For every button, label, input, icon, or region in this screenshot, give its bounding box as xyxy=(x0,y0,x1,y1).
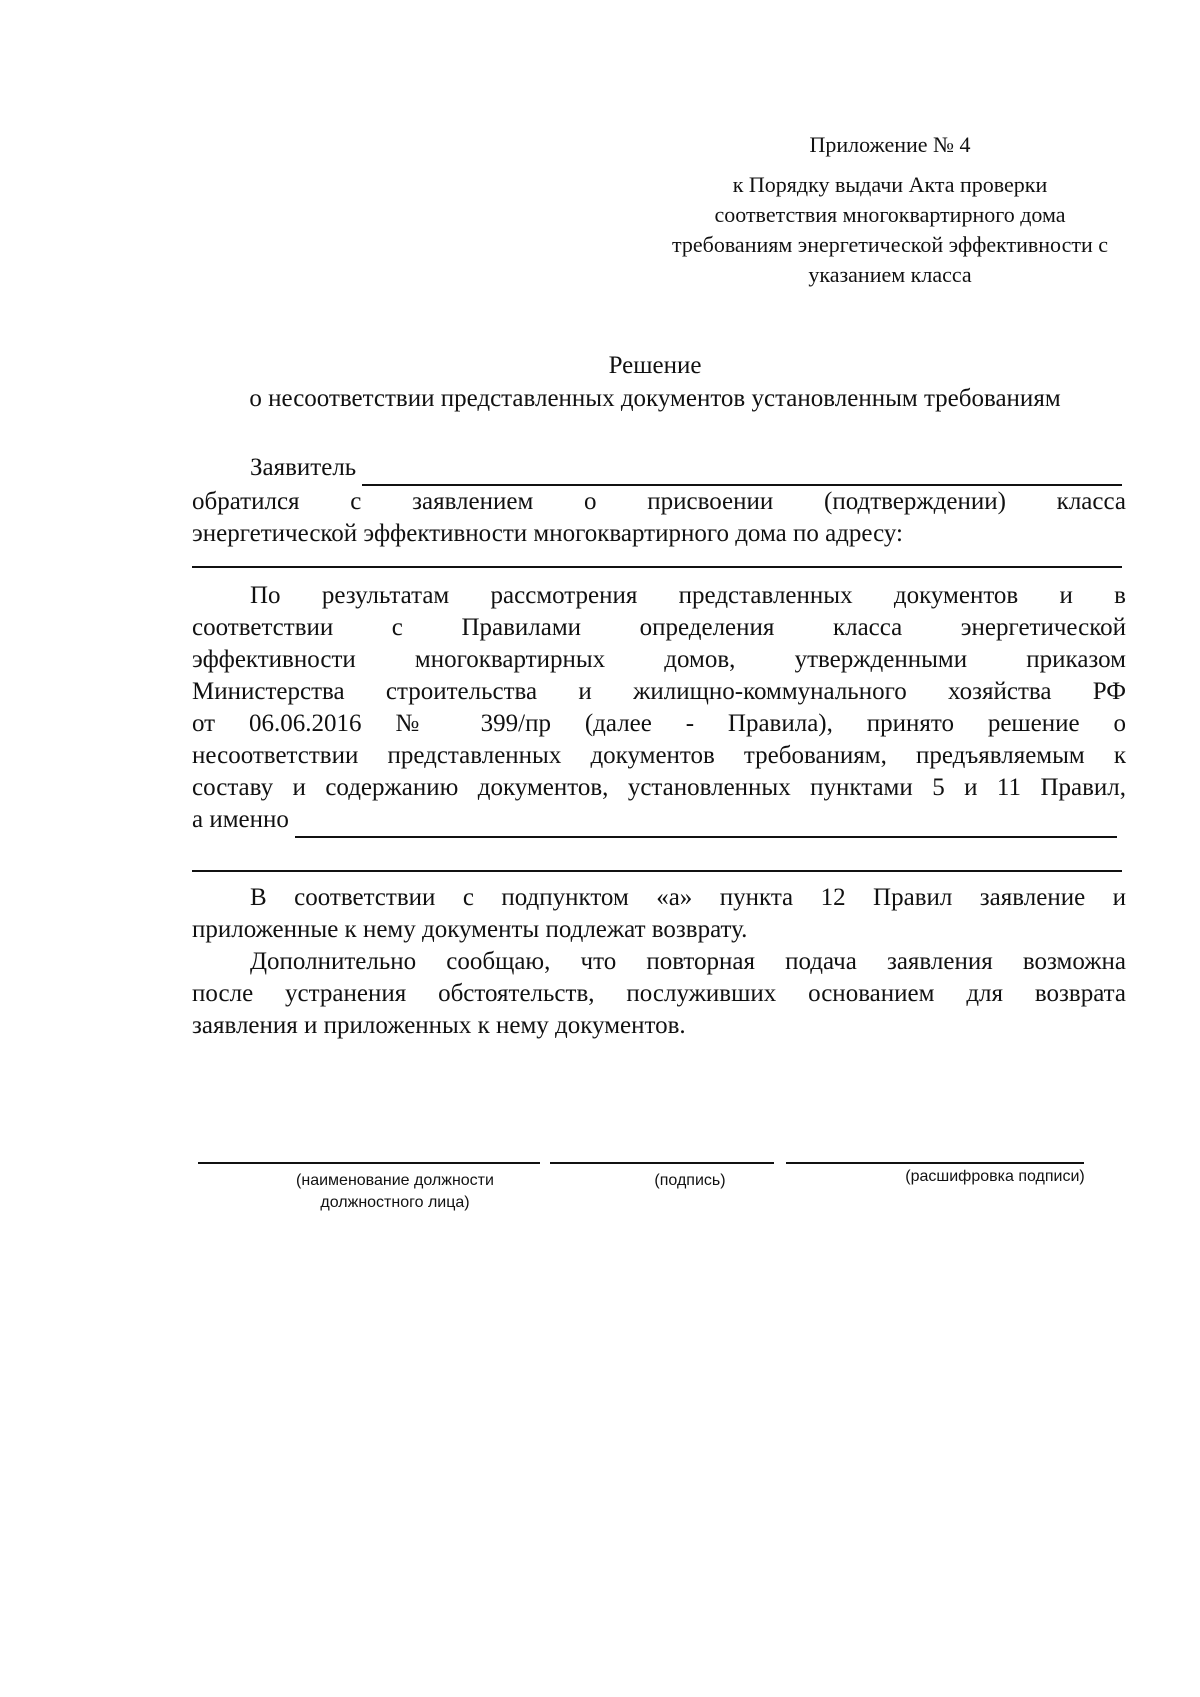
return-clause-line: приложенные к нему документы подлежат возврату. xyxy=(192,916,748,943)
results-line: несоответствии представленных документов требованиям, предъявляемым к xyxy=(192,742,1126,769)
additional-line: Дополнительно сообщаю, что повторная подача заявления возможна xyxy=(250,948,1126,975)
signature-line xyxy=(550,1162,774,1164)
attachment-line: соответствия многоквартирного дома xyxy=(714,202,1066,227)
signature-caption: (подпись) xyxy=(654,1172,726,1189)
results-line: соответствии с Правилами определения класса энергетической xyxy=(192,614,1126,641)
applicant-blank-line xyxy=(362,452,1122,486)
results-line: от 06.06.2016 № 399/пр (далее - Правила), принято решение о xyxy=(192,710,1126,737)
return-clause-line: В соответствии с подпунктом «а» пункта 12 Правил заявление и xyxy=(250,884,1126,911)
attachment-number: Приложение № 4 xyxy=(809,132,971,157)
namely-label: а именно xyxy=(192,806,289,833)
decoding-signature-line xyxy=(786,1162,1084,1164)
additional-line: после устранения обстоятельств, послуживших основанием для возврата xyxy=(192,980,1126,1007)
position-caption-line: должностного лица) xyxy=(320,1194,470,1211)
additional-block xyxy=(192,946,1126,1042)
attachment-line: указанием класса xyxy=(808,262,972,287)
decision-subtitle: о несоответствии представленных документов установленным требованиям xyxy=(249,385,1061,412)
applicant-text-line: обратился с заявлением о присвоении (подтверждении) класса xyxy=(192,488,1126,515)
decision-title: Решение xyxy=(608,352,702,379)
results-line: Министерства строительства и жилищно-коммунального хозяйства РФ xyxy=(192,678,1126,705)
position-signature-line xyxy=(198,1162,540,1164)
results-line: эффективности многоквартирных домов, утвержденными приказом xyxy=(192,646,1126,673)
attachment-line: к Порядку выдачи Акта проверки xyxy=(732,172,1048,197)
position-caption xyxy=(250,1170,540,1214)
decoding-caption: (расшифровка подписи) xyxy=(905,1168,1085,1185)
results-line: По результатам рассмотрения представленных документов и в xyxy=(250,582,1126,609)
namely-blank-line xyxy=(295,804,1117,838)
address-blank-line xyxy=(192,566,1122,568)
results-line: составу и содержанию документов, установленных пунктами 5 и 11 Правил, xyxy=(192,774,1126,801)
applicant-text-line: энергетической эффективности многоквартирного дома по адресу: xyxy=(192,520,903,547)
attachment-header xyxy=(640,130,1140,290)
additional-line: заявления и приложенных к нему документов. xyxy=(192,1012,686,1039)
applicant-block xyxy=(192,452,1126,550)
namely-blank-line-2 xyxy=(192,870,1122,872)
results-block xyxy=(192,580,1126,838)
return-clause-block xyxy=(192,882,1126,946)
position-caption-line: (наименование должности xyxy=(296,1172,494,1189)
attachment-line: требованиям энергетической эффективности с xyxy=(671,232,1108,257)
applicant-label: Заявитель xyxy=(250,454,357,481)
